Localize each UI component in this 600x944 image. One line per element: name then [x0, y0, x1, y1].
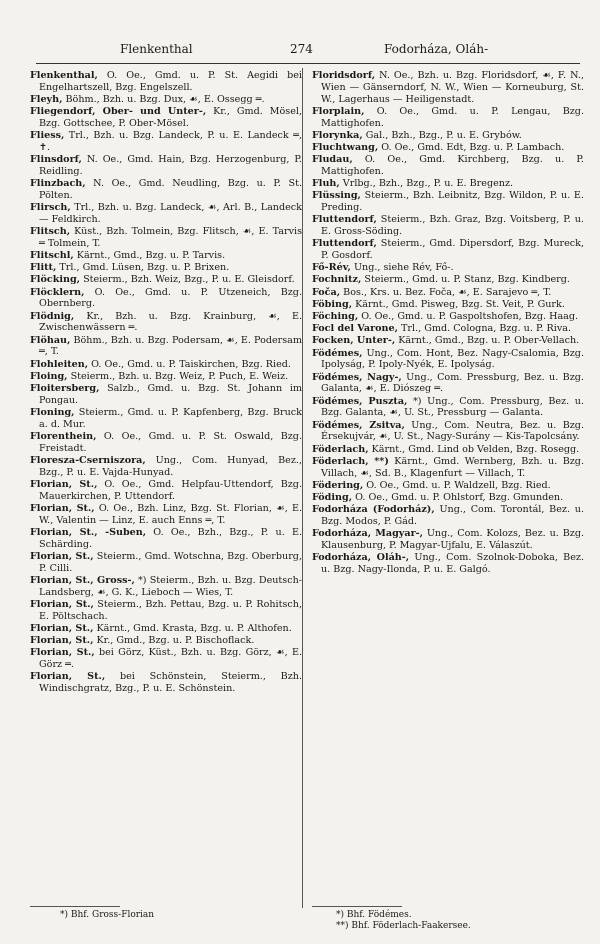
gazetteer-entry [312, 178, 584, 190]
entry-headword: Fő-Rév, [312, 262, 351, 274]
gazetteer-entry [30, 455, 302, 479]
gazetteer-entry [312, 492, 584, 504]
gazetteer-entry [30, 575, 302, 599]
entry-text: Steierm., Gmd. u. P. Kapfenberg, Bzg. Bruck a. d. Mur. [39, 406, 302, 430]
gazetteer-entry [312, 348, 584, 372]
gazetteer-entry [312, 70, 584, 105]
entry-headword: Floing, [30, 370, 68, 382]
footnote-left [60, 910, 154, 921]
entry-headword: Floitersberg, [30, 382, 100, 394]
entry-text: N. Oe., Gmd. Hain, Bzg. Herzogenburg, P. Reidling. [39, 154, 302, 177]
entry-headword: Föbing, [312, 298, 353, 310]
entry-text: Ung., Com. Hont, Bez. Nagy-Csalomia, Bzg. Ipolyság, P. Ipoly-Nyék, E. Ipolyság. [321, 347, 584, 371]
gazetteer-entry [30, 130, 302, 154]
gazetteer-entry [312, 323, 584, 335]
entry-headword: Florian, St., [30, 502, 95, 514]
gazetteer-entry [30, 551, 302, 575]
entry-headword: Födémes, [312, 347, 363, 359]
gazetteer-entry [30, 671, 302, 695]
entry-text: O. Oe., Bzh. Linz, Bzg. St. Florian, ☙, E. W., Valentin — Linz, E. auch Enns ═, T. [39, 502, 303, 526]
entry-headword: Födémes, Puszta, [312, 395, 408, 407]
entry-headword: Fliegendorf, Ober- und Unter-, [30, 106, 207, 118]
entry-text: Böhm., Bzh. u. Bzg. Podersam, ☙, E. Podersam ═, T. [39, 334, 302, 358]
gazetteer-entry [312, 287, 584, 299]
gazetteer-entry [30, 623, 302, 635]
entry-headword: Florian, St., [30, 635, 94, 646]
gazetteer-entry [312, 480, 584, 492]
entry-text: *) Steierm., Bzh. u. Bzg. Deutsch-Landsberg, ☙, G. K., Lieboch — Wies, T. [39, 574, 303, 598]
gazetteer-entry [30, 527, 302, 551]
entry-text: N. Oe., Bzh. u. Bzg. Floridsdorf, ☙, F. N., Wien — Gänserndorf, N. W., Wien — Korneuburg, St. W., Lagerhaus — Heiligenstadt. [321, 70, 584, 105]
entry-text: Steierm., Gmd. Dipersdorf, Bzg. Mureck, P. Gosdorf. [321, 238, 584, 262]
entry-text: O. Oe., Gmd. u. P. Taiskirchen, Bzg. Ried. [88, 358, 291, 370]
entry-text: Steierm., Bzh. Weiz, Bzg., P. u. E. Gleisdorf. [80, 274, 295, 286]
entry-headword: Flitt, [30, 262, 57, 274]
entry-headword: Flöhau, [30, 334, 71, 346]
entry-headword: Florian, St., [30, 598, 94, 610]
entry-text: Steierm., Bzh. Graz, Bzg. Voitsberg, P. u. E. Gross-Söding. [321, 214, 584, 238]
entry-headword: Florplain, [312, 105, 365, 117]
gazetteer-entry [30, 94, 302, 106]
entry-headword: Fleyh, [30, 93, 63, 105]
gazetteer-entry [312, 262, 584, 274]
entry-text: O. Oe., Gmd. u. P. Gaspoltshofen, Bzg. Haag. [358, 311, 579, 323]
gazetteer-entry [30, 250, 302, 262]
gazetteer-entry [312, 372, 584, 396]
header-rule [36, 63, 580, 64]
entry-text: Ung., Com. Pressburg, Bez. u. Bzg. Galanta, ☙, E. Diószeg ═. [321, 371, 584, 395]
gazetteer-entry [312, 504, 584, 528]
entry-text: Ung., Com. Hunyad, Bez., Bzg., P. u. E. Vajda-Hunyad. [39, 454, 302, 478]
entry-text: Kärnt., Gmd. Wernberg, Bzh. u. Bzg. Villach, ☙, Sd. B., Klagenfurt — Villach, T. [321, 455, 584, 479]
footnote-right-text-2: **) Bhf. Föderlach-Faakersee. [336, 921, 471, 931]
gazetteer-entry [30, 635, 302, 647]
gazetteer-entry [30, 226, 302, 250]
entry-text: O. Oe., Gmd. Edt, Bzg. u. P. Lambach. [378, 141, 565, 153]
footnote-rule-left [30, 906, 120, 907]
entry-headword: Florian, St., [30, 622, 94, 634]
entry-text: Steierm., Bzh. Leibnitz, Bzg. Wildon, P. u. E. Preding. [321, 190, 584, 214]
gazetteer-entry [30, 178, 302, 202]
entry-headword: Florian, St., -Suben, [30, 526, 147, 538]
header-left-word: Flenkenthal [120, 42, 193, 56]
entry-text: Trl., Gmd. Cologna, Bzg. u. P. Riva. [397, 323, 572, 335]
entry-text: Böhm., Bzh. u. Bzg. Dux, ☙, E. Ossegg ═. [62, 93, 265, 105]
page-number: 274 [290, 42, 313, 56]
entry-text: O. Oe., Gmd. Helpfau-Uttendorf, Bzg. Mauerkirchen, P. Uttendorf. [39, 478, 302, 502]
gazetteer-entry [312, 154, 584, 178]
gazetteer-entry [312, 396, 584, 420]
entry-headword: Flitsch, [30, 226, 71, 238]
entry-headword: Fodorháza, Magyar-, [312, 528, 423, 540]
entry-headword: Focken, Unter-, [312, 335, 396, 347]
gazetteer-entry [30, 431, 302, 455]
gazetteer-entry [30, 335, 302, 359]
entry-headword: Flöcking, [30, 274, 81, 286]
entry-headword: Florynka, [312, 129, 363, 141]
entry-text: Kr., Bzh. u. Bzg. Krainburg, ☙, E. Zwischenwässern ═. [39, 310, 302, 334]
entry-headword: Föderlach, **) [312, 455, 389, 467]
gazetteer-entry [312, 528, 584, 552]
entry-text: Ung., Com. Torontál, Bez. u. Bzg. Modos, P. Gád. [321, 504, 584, 527]
gazetteer-entry [312, 299, 584, 311]
entry-headword: Fluchtwang, [312, 141, 379, 153]
entry-headword: Flinsdorf, [30, 154, 82, 166]
entry-headword: Fliess, [30, 130, 65, 142]
entry-text: O. Oe., Gmd. u. P. Lengau, Bzg. Mattighofen. [321, 105, 584, 129]
gazetteer-entry [30, 647, 302, 671]
entry-headword: Föching, [312, 311, 359, 323]
entry-text: Ung., siehe Rév, Fő-. [350, 262, 454, 274]
gazetteer-entry [312, 552, 584, 576]
gazetteer-entry [30, 383, 302, 407]
gazetteer-entry [30, 407, 302, 431]
gazetteer-entry [30, 106, 302, 130]
entry-headword: Florian, St., [30, 671, 106, 683]
entry-headword: Flödnig, [30, 310, 75, 322]
entry-text: N. Oe., Gmd. Neudling, Bzg. u. P. St. Pölten. [39, 178, 302, 201]
gazetteer-entry [30, 479, 302, 503]
gazetteer-entry [30, 359, 302, 371]
entry-headword: Florian, St., [30, 647, 95, 659]
entry-text: Ung., Com. Kolozs, Bez. u. Bzg. Klausenburg, P. Magyar-Ujfalu, E. Válaszút. [321, 528, 585, 551]
entry-headword: Fluttendorf, [312, 214, 377, 226]
entry-text: Kärnt., Gmd., Bzg. u. P. Ober-Vellach. [395, 335, 580, 347]
entry-text: Kärnt., Gmd., Bzg. u. P. Tarvis. [73, 250, 226, 262]
entry-text: O. Oe., Gmd. Kirchberg, Bzg. u. P. Mattighofen. [321, 154, 584, 177]
entry-text: Gal., Bzh., Bzg., P. u. E. Grybów. [362, 129, 522, 141]
gazetteer-entry [30, 503, 302, 527]
left-column [30, 70, 302, 695]
entry-headword: Foča, [312, 286, 341, 298]
entry-text: O. Oe., Gmd. u. P. Ohlstorf, Bzg. Gmunden. [352, 491, 564, 503]
running-header [0, 42, 600, 62]
gazetteer-entry [30, 70, 302, 94]
entry-text: Salzb., Gmd. u. Bzg. St. Johann im Pongau. [39, 382, 302, 406]
gazetteer-entry [312, 214, 584, 238]
header-right-word: Fodorháza, Oláh- [384, 42, 489, 56]
gazetteer-entry [30, 262, 302, 274]
gazetteer-entry [312, 444, 584, 456]
entry-headword: Focl del Varone, [312, 323, 398, 335]
entry-text: Steierm., Bzh. u. Bzg. Weiz, P. Puch, E. Weiz. [67, 370, 289, 382]
column-divider [302, 68, 303, 908]
entry-headword: Födémes, Nagy-, [312, 371, 402, 383]
footnote-right [336, 910, 471, 932]
gazetteer-entry [312, 311, 584, 323]
entry-headword: Floning, [30, 406, 75, 418]
entry-headword: Föding, [312, 491, 353, 503]
gazetteer-entry [30, 371, 302, 383]
gazetteer-entry [312, 142, 584, 154]
entry-text: Bos., Krs. u. Bez. Foča, ☙, E. Sarajevo ═, T. [340, 286, 552, 298]
entry-text: Kr., Gmd. Mösel, Bzg. Gottschee, P. Ober-Mösel. [39, 106, 303, 129]
gazetteer-entry [312, 238, 584, 262]
gazetteer-entry [30, 599, 302, 623]
gazetteer-entry [30, 287, 302, 311]
entry-headword: Fluttendorf, [312, 238, 377, 250]
entry-text: Steierm., Gmd. Wotschna, Bzg. Oberburg, P. Cilli. [39, 550, 302, 574]
entry-text: Küst., Bzh. Tolmein, Bzg. Flitsch, ☙, E. Tarvis ═ Tolmein, T. [39, 226, 302, 249]
entry-headword: Fluh, [312, 178, 340, 190]
entry-text: Trl., Bzh. u. Bzg. Landeck, ☙, Arl. B., Landeck — Feldkirch. [39, 202, 302, 225]
entry-headword: Flüssing, [312, 190, 361, 202]
entry-text: Trl., Bzh. u. Bzg. Landeck, P. u. E. Landeck ═, ✝. [39, 130, 302, 153]
entry-headword: Fodorháza (Fodorház), [312, 504, 435, 516]
entry-headword: Florian, St., Gross-, [30, 574, 135, 586]
entry-headword: Florenthein, [30, 430, 97, 442]
entry-headword: Flitschl, [30, 250, 74, 262]
entry-headword: Föderlach, [312, 443, 369, 455]
entry-headword: Fochnitz, [312, 274, 362, 286]
entry-text: Kärnt., Gmd. Krasta, Bzg. u. P. Althofen. [93, 622, 292, 634]
entry-text: bei Görz, Küst., Bzh. u. Bzg. Görz, ☙, E. Görz ═. [39, 647, 302, 670]
entry-text: Steierm., Gmd. u. P. Stanz, Bzg. Kindberg. [361, 274, 570, 286]
entry-text: Ung., Com. Szolnok-Doboka, Bez. u. Bzg. Nagy-Ilonda, P. u. E. Galgó. [321, 552, 584, 575]
entry-headword: Födémes, Zsitva, [312, 419, 405, 431]
gazetteer-entry [312, 420, 584, 444]
gazetteer-entry [30, 274, 302, 286]
entry-text: Vrlbg., Bzh., Bzg., P. u. E. Bregenz. [339, 178, 514, 190]
entry-headword: Floresza-Cserniszora, [30, 454, 146, 466]
entry-headword: Födering, [312, 479, 364, 491]
footnote-left-text: *) Bhf. Gross-Florian [60, 910, 155, 920]
gazetteer-entry [30, 202, 302, 226]
gazetteer-entry [30, 311, 302, 335]
entry-headword: Florian, St., [30, 478, 98, 490]
entry-headword: Fludau, [312, 154, 353, 166]
gazetteer-entry [312, 106, 584, 130]
footnote-rule-right [312, 906, 402, 907]
entry-headword: Flohleiten, [30, 358, 89, 370]
entry-headword: Floridsdorf, [312, 70, 376, 81]
entry-text: *) Ung., Com. Pressburg, Bez. u. Bzg. Galanta, ☙, U. St., Pressburg — Galanta. [321, 395, 584, 419]
entry-text: Kärnt., Gmd. Lind ob Velden, Bzg. Rosegg. [368, 443, 580, 455]
entry-headword: Florian, St., [30, 550, 94, 562]
entry-text: O. Oe., Gmd. u. P. St. Aegidi bei Engelhartszell, Bzg. Engelszell. [39, 70, 302, 93]
entry-headword: Flöcklern, [30, 286, 85, 298]
entry-headword: Flenkenthal, [30, 70, 98, 81]
entry-headword: Flinzbach, [30, 178, 86, 190]
entry-text: Ung., Com. Neutra, Bez. u. Bzg. Érsekujvár, ☙, U. St., Nagy-Surány — Kis-Tapolcsány. [321, 419, 584, 443]
entry-text: bei Schönstein, Steierm., Bzh. Windischgratz, Bzg., P. u. E. Schönstein. [39, 671, 302, 694]
gazetteer-entry [312, 130, 584, 142]
entry-text: Kr., Gmd., Bzg. u. P. Bischoflack. [93, 635, 255, 646]
entry-text: O. Oe., Gmd. u. P. Waldzell, Bzg. Ried. [363, 479, 551, 491]
gazetteer-entry [312, 190, 584, 214]
entry-text: Steierm., Bzh. Pettau, Bzg. u. P. Rohitsch, E. Pöltschach. [39, 598, 302, 622]
footnote-right-text-1: *) Bhf. Födémes. [336, 910, 412, 920]
entry-text: Trl., Gmd. Lüsen, Bzg. u. P. Brixen. [56, 262, 230, 274]
gazetteer-entry [30, 154, 302, 178]
entry-headword: Flirsch, [30, 202, 71, 214]
entry-text: O. Oe., Bzh., Bzg., P. u. E. Schärding. [39, 526, 302, 550]
entry-text: Kärnt., Gmd. Pisweg, Bzg. St. Veit, P. Gurk. [352, 298, 565, 310]
gazetteer-entry [312, 456, 584, 480]
gazetteer-entry [312, 335, 584, 347]
gazetteer-entry [312, 274, 584, 286]
entry-text: O. Oe., Gmd. u. P. Utzeneich, Bzg. Obernberg. [39, 286, 302, 310]
entry-headword: Fodorháza, Oláh-, [312, 552, 410, 564]
entry-text: O. Oe., Gmd. u. P. St. Oswald, Bzg. Freistadt. [39, 430, 302, 454]
right-column [312, 70, 584, 576]
